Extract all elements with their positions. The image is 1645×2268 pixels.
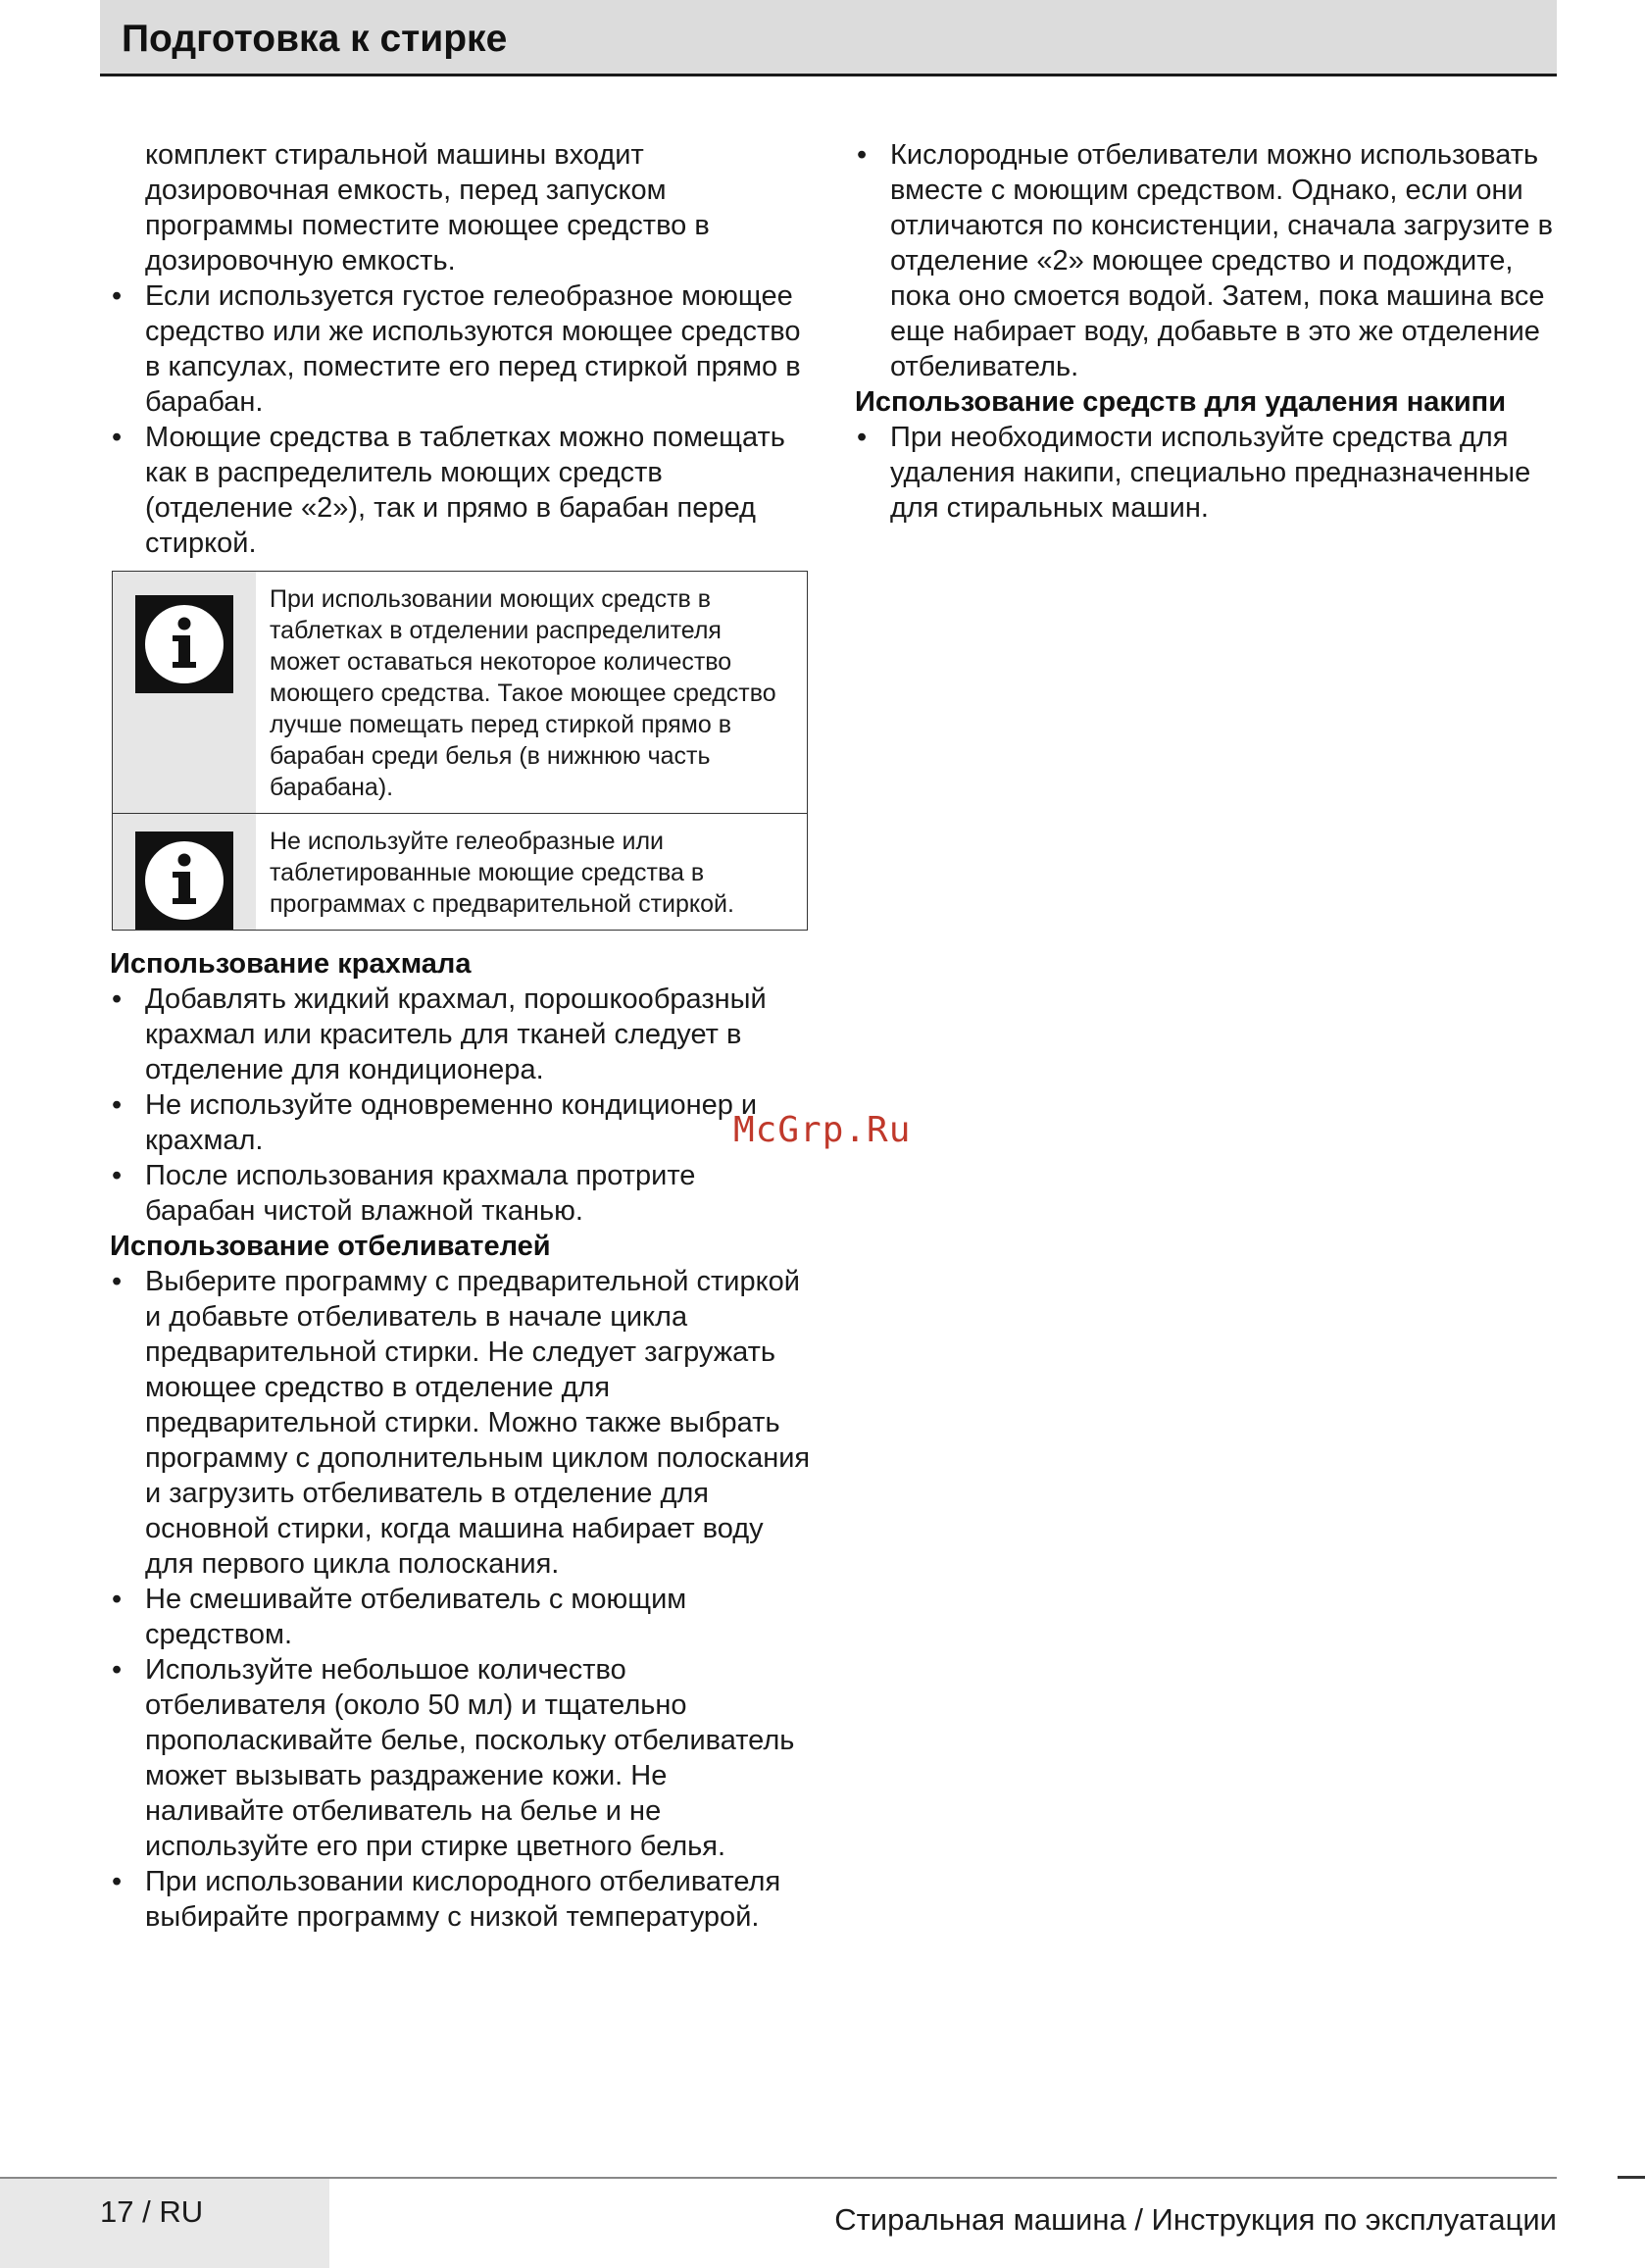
list-item: • Кислородные отбеливатели можно использовать вместе с моющим средством. Однако, если они отличаются по консистенции, сначала загрузите в отделение «2» моющее средство и подождите, пока оно смоется водой. Затем, пока машина все еще набирает воду, добавьте в это же отделение отбеливатель. — [857, 139, 1553, 382]
info-icon — [135, 832, 233, 930]
list-item: • При использовании кислородного отбеливателя выбирайте программу с низкой температурой. — [112, 1866, 781, 1933]
info-note-text: Не используйте гелеобразные или таблетированные моющие средства в программах с предварительной стиркой. — [270, 828, 734, 918]
intro-line: комплект стиральной машины входит — [145, 139, 644, 171]
bullet-icon: • — [112, 1266, 123, 1297]
watermark: McGrp.Ru — [733, 1110, 912, 1150]
intro-line: дозировочная емкость, перед запуском — [145, 175, 667, 206]
intro-line: дозировочную емкость. — [145, 245, 456, 277]
bullet-icon: • — [857, 139, 868, 171]
footer-document-title: Стиральная машина / Инструкция по эксплуатации — [834, 2202, 1557, 2237]
list-item: • При необходимости используйте средства для удаления накипи, специально предназначенные для стиральных машин. — [857, 422, 1531, 524]
list-item: • Если используется густое гелеобразное моющее средство или же используются моющее средство в капсулах, поместите его перед стиркой прямо в барабан. — [112, 280, 801, 418]
bullet-icon: • — [112, 1160, 123, 1191]
info-note-text: При использовании моющих средств в таблетках в отделении распределителя может оставаться некоторое количество моющего средства. Такое моющее средство лучше помещать перед стиркой прямо в барабан среди белья (в нижнюю часть барабана). — [270, 585, 776, 801]
intro-line: программы поместите моющее средство в — [145, 210, 710, 241]
page-title: Подготовка к стирке — [122, 18, 508, 60]
bullet-icon: • — [112, 983, 123, 1015]
corner-mark — [1618, 2176, 1645, 2179]
starch-heading: Использование крахмала — [110, 948, 472, 980]
bullet-icon: • — [857, 422, 868, 453]
list-item: • Выберите программу с предварительной стиркой и добавьте отбеливатель в начале цикла предварительной стирки. Не следует загружать моющее средство в отделение для предварительной стирки. Можно также выбрать программу с дополнительным циклом полоскания и загрузить отбеливатель в отделение для основной стирки, когда машина набирает воду для первого цикла полоскания. — [112, 1266, 811, 1580]
page-number: 17 / RU — [100, 2194, 204, 2229]
bullet-icon: • — [112, 1654, 123, 1686]
bullet-icon: • — [112, 1089, 123, 1121]
descaler-list — [855, 420, 1557, 526]
list-item: • После использования крахмала протрите барабан чистой влажной тканью. — [112, 1160, 696, 1227]
list-item: • Не смешивайте отбеливатель с моющим средством. — [112, 1584, 687, 1650]
info-icon — [135, 595, 233, 693]
info-icon-cell — [113, 814, 256, 930]
right-column — [855, 137, 1557, 526]
intro-paragraph — [110, 137, 812, 278]
bullet-icon: • — [112, 1584, 123, 1615]
bullet-icon: • — [112, 1866, 123, 1897]
bleach-list — [110, 1264, 812, 1935]
list-item: • Добавлять жидкий крахмал, порошкообразный крахмал или краситель для тканей следует в отделение для кондиционера. — [112, 983, 767, 1085]
bleach-heading: Использование отбеливателей — [110, 1231, 551, 1262]
info-notes-table — [112, 571, 808, 931]
info-note — [113, 572, 807, 814]
starch-list — [110, 982, 812, 1229]
detergent-list — [110, 278, 812, 561]
list-item: • Моющие средства в таблетках можно помещать как в распределитель моющих средств (отделение «2»), так и прямо в барабан перед стиркой. — [112, 422, 785, 559]
page-header — [100, 0, 1557, 76]
list-item: • Не используйте одновременно кондиционер и крахмал. — [112, 1089, 758, 1156]
left-column — [110, 137, 812, 1935]
list-item: • Используйте небольшое количество отбеливателя (около 50 мл) и тщательно прополаскивайте белье, поскольку отбеливатель может вызывать раздражение кожи. Не наливайте отбеливатель на белье и не используйте его при стирке цветного белья. — [112, 1654, 795, 1862]
info-icon-cell — [113, 572, 256, 813]
info-note — [113, 814, 807, 930]
bullet-icon: • — [112, 280, 123, 312]
bullet-icon: • — [112, 422, 123, 453]
oxygen-bleach-list — [855, 137, 1557, 384]
descaler-heading: Использование средств для удаления накипи — [855, 386, 1507, 418]
